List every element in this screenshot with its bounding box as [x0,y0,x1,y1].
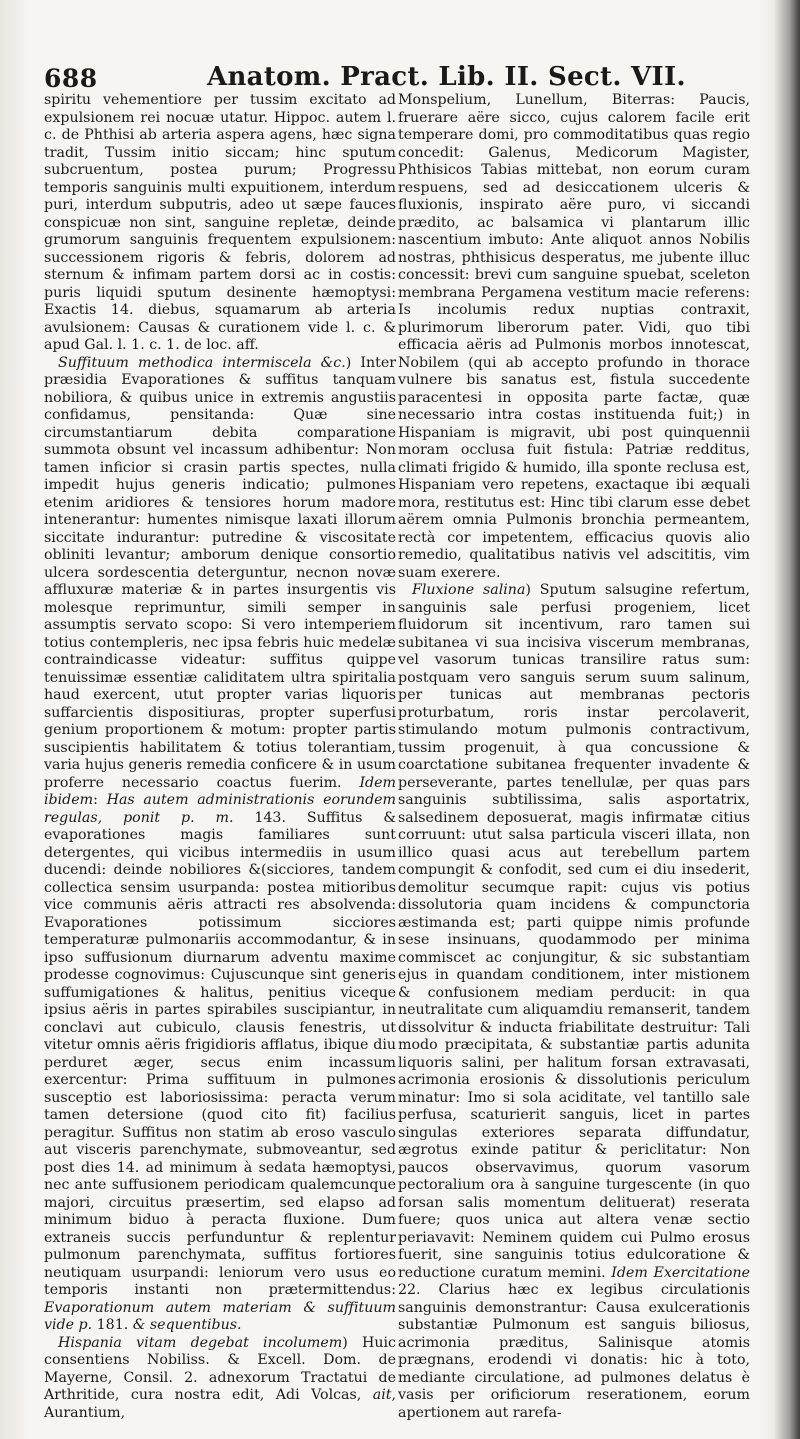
paragraph [398,92,750,582]
page-number: 688 [44,64,98,93]
italic-segment: Evaporationum autem materiam & suffituum vide p. [44,1299,396,1333]
text-segment: 22. Clarius hæc ex legibus circulationis sanguinis demonstrantur: Causa exulcerationis substantiæ Pulmonum est sanguis biliosus, acrimonia præditus, Salinisque atomis prægnans, erodendi vi donatis: hic à toto, mediante circulatione, ad pulmones delatus è vasis per orificiorum reserationem, eorum apertionem aut rarefa- [398,1282,750,1421]
italic-segment: Hispania vitam degebat incolumem [58,1334,343,1351]
text-segment: ) Sputum salsugine refertum, sanguinis sale perfusi progeniem, licet fluidorum sit incentivum, raro tamen sui subitanea vi sua incisiva viscerum membranas, vel vasorum tunicas transilire ratus sum: postquam vero sanguis serum suum salinum, per tunicas aut membranas pectoris proturbatum, roris instar percolaverit, stimulando motum pulmonis contractivum, tussim progenuit, à qua concussione & coarctatione subitanea frequenter invadente & perseverante, partes tenellulæ, per quas pars sanguinis subtilissima, salis asportatrix, salsedinem deposuerat, magis infirmatæ citius corruunt: utut salsa particula visceri illata, non illico quasi acus aut terebellum partem compungit & confodit, sed cum ei diu insederit, demolitur secumque rapit: cujus vis potius dissolutoria quam incidens & compunctoria æstimanda est; parti quippe nimis profunde sese insinuans, quodammodo per minima commiscet ac conjungitur, & sic substantiam ejus in quandam conditionem, inter mistionem & confusionem mediam perducit: in qua neutralitate cum aliquamdiu remanserit, tandem dissolvitur & inducta friabilitate destruitur: Tali modo præcipitata, & substantiæ partis adunita liquoris salini, per halitum forsan extravasati, acrimonia erosionis & dissolutionis periculum minatur: Imo si sola aciditate, vel tantillo sale perfusa, scaturierit sanguis, licet in partes singulas exteriores separata diffundatur, ægrotus exinde patitur & periclitatur: Non paucos observavimus, quorum vasorum pectoralium ora à sanguine turgescente (in quo forsan salis momentum delituerat) reserata fuere; quos unica aut altera venæ sectio periavavit: Neminem quidem cui Pulmo erosus fuerit, sine sanguinis totius edulcoratione & reductione curatum memini. [398,582,750,1281]
book-spine-shadow [774,0,800,1439]
paragraph [44,355,396,1335]
paragraph [44,1335,396,1423]
text-segment: ) Inter præsidia Evaporationes & suffitus tanquam nobiliora, & quibus unice in extremis angustiis confidamus, pensitanda: Quæ sine circumstantiarum debita comparatione summota obsunt vel incassum adhibentur: Non tamen inficior si crasin partis spectes, nulla impedit hujus generis indicatio; pulmones etenim aridiores & tensiores horum madore intenerantur: humentes nimisque laxati illorum siccitate indurantur: putredine & viscositate obliniti levantur; amborum denique consortio ulcera sordescentia deterguntur, necnon novæ affluxuræ materiæ & in partes insurgentis vis molesque reprimuntur, simili semper in assumptis servato scopo: Si vero intemperiem totius contempleris, nec ipsa febris huic medelæ contraindicasse videatur: suffitus quippe tenuissimæ essentiæ caliditatem ultra spiritalia haud exercent, utut propter varias liquoris suffarcientis dispositiuras, propter superfusi genium proportionem & motum: propter partis suscipientis habilitatem & totius tolerantiam, varia hujus generis remedia conficere & in usum proferre necessario coactus fuerim. [44,354,397,791]
italic-segment: Suffituum methodica intermiscela &c. [58,354,346,371]
paragraph [44,92,396,355]
italic-segment: & sequentibus. [132,1317,242,1333]
text-segment: Monspelium, Lunellum, Biterras: Paucis, fruerare aëre sicco, cujus calorem facile erit temperare domi, pro commoditatibus quas regio concedit: Galenus, Medicorum Magister, Phthisicos Tabias mittebat, non eorum curam respuens, sed ad desiccationem ulceris & fluxionis, inspirato aëre puro, vi siccandi prædito, ac balsamica vi plantarum illic nascentium imbuto: Ante aliquot annos Nobilis nostras, phthisicus desperatus, me jubente illuc concessit: brevi cum sanguine spuebat, sceleton membrana Pergamena vestitum macie referens: Is incolumis redux nuptias contraxit, plurimorum liberorum pater. Vidi, quo tibi efficacia aëris ad Pulmonis morbos innotescat, Nobilem (qui ab accepto profundo in thorace vulnere bis sanatus est, fistula succedente paracentesi in opposita parte factæ, quæ necessario intra costas instituenda fuit;) in Hispaniam is migravit, ubi post quinquennii moram occlusa fuit fistula: Patriæ redditus, climati frigido & humido, illa sponte reclusa est, Hispaniam vero repetens, exactaque ibi æquali mora, restitutus est: Hinc tibi clarum esse debet aërem omnia Pulmonis bronchia permeantem, rectà cor impetentem, efficacius quovis alio remedio, qualitatibus nativis vel adscititis, vim suam exerere. [398,92,750,581]
italic-segment: Idem ibidem [44,774,396,808]
italic-segment: Fluxione salina [412,582,526,598]
text-segment: 181. [92,1317,133,1333]
text-segment: ) Huic consentiens Nobiliss. & Excell. Dom. de Mayerne, Consil. 2. adnexorum Tractatui de Arthritide, cura nostra edit, Adi Volcas, [44,1334,396,1403]
italic-segment: Idem Exercitatione [611,1264,750,1281]
italic-segment: Has autem administrationis eorundem regulas, ponit p. m. [44,792,396,826]
right-text-column [398,92,750,1422]
text-segment: 143. Suffitus & evaporationes magis familiares sunt detergentes, qui vicibus intermediis in usum ducendi: deinde nobiliores &(sicciores, tandem collectica sensim usurpanda: postea mitioribus vice communis aëris attracti res absolvenda: Evaporationes potissimum sicciores temperaturæ pulmonariis accommodantur, & in ipso suffusionum diurnarum adventu maxime prodesse cognovimus: Cujuscunque sint generis suffumigationes & halitus, penitius viceque ipsius aëris in partes spirabiles suscipiantur, in conclavi aut cubiculo, clausis fenestris, ut vitetur omnis aëris frigidioris afflatus, ibique diu perduret æger, secus enim incassum exercentur: Prima suffituum in pulmones susceptio est laboriosissima: peracta verum tamen detersione (quod cito fit) facilius peragitur. Suffitus non statim ab eroso vasculo aut visceris parenchymate, submoveantur, sed post dies 14. ad minimum à sedata hæmoptysi, nec ante suffusionem periodicam qualemcunque majori, circuitus præsertim, sed elapso ad minimum biduo à peracta fluxione. Dum extraneis succis perfunduntur & replentur pulmonum parenchymata, suffitus fortiores neutiquam usurpandi: leniorum vero usus eo temporis instanti non prætermittendus: [44,809,396,1298]
text-segment: : [93,792,107,808]
left-text-column [44,92,396,1422]
text-segment: , Aurantium, [44,1387,396,1421]
running-head: Anatom. Pract. Lib. II. Sect. VII. [207,62,686,92]
italic-segment: ait [372,1387,392,1403]
text-segment: spiritu vehementiore per tussim excitato ad expulsionem rei nocuæ utatur. Hippoc. autem l. c. de Phthisi ab arteria aspera agens, hæc signa tradit, Tussim initio siccam; hinc sputum subcruentum, postea purum; Progressu temporis sanguinis multi expuitionem, interdum puri, interdum subputris, adeo ut sæpe fauces conspicuæ non sint, sanguine repletæ, deinde grumorum sanguinis frequentem expulsionem: successionem rigoris & febris, dolorem ad sternum & infimam partem dorsi ac in costis: puris liquidi sputum desinente hæmoptysi: Exactis 14. diebus, squamarum ab arteria avulsionem: Causas & curationem vide l. c. & apud Gal. l. 1. c. 1. de loc. aff. [44,92,396,353]
paragraph [398,582,750,1422]
